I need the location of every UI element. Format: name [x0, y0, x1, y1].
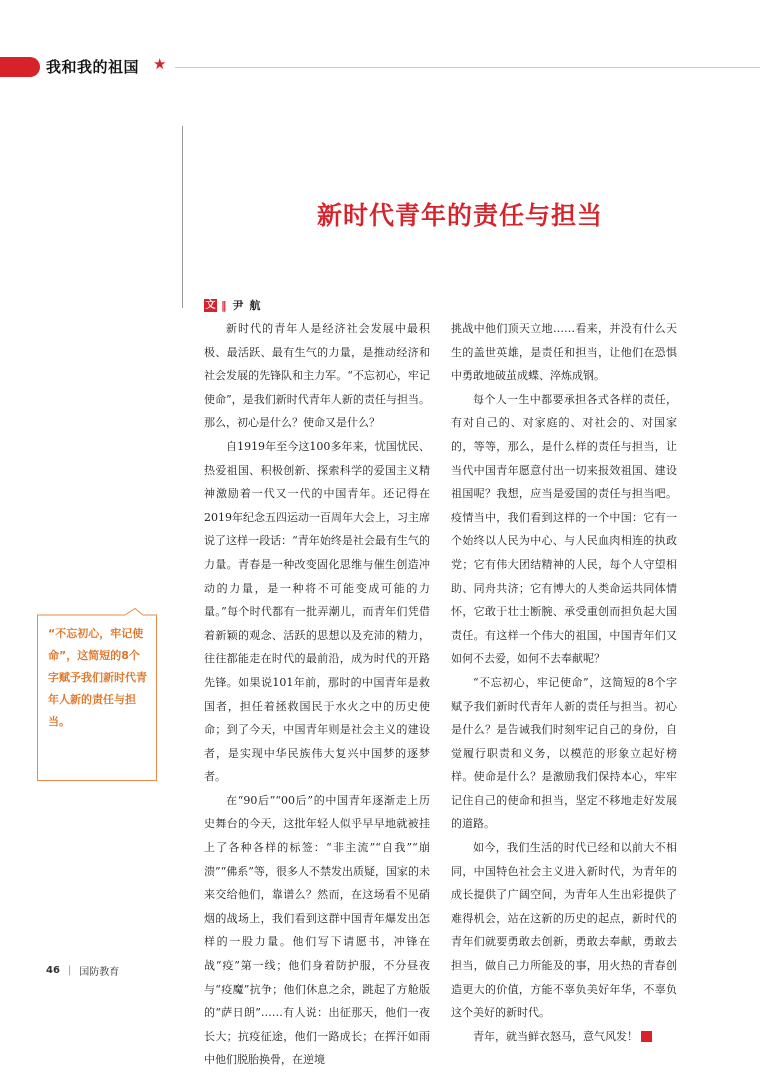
footer-separator: | — [67, 965, 72, 976]
paragraph: 自1919年至今这100多年来，忧国忧民、热爱祖国、积极创新、探索科学的爱国主义精神激励着一代又一代的中国青年。还记得在2019年纪念五四运动一百周年大会上，习主席说了这样一段话：“青年始终是社会最有生气的力量。青春是一种改变固化思维与催生创造冲动的力量，是一种将不可能变成可能的力量。”每个时代都有一批弄潮儿，而青年们凭借着新颖的观念、活跃的思想以及充沛的精力，往往都能走在时代的最前沿，成为时代的开路先锋。如果说101年前，那时的中国青年是救国者，担任着拯救国民于水火之中的历史使命；到了今天，中国青年则是社会主义的建设者，是实现中华民族伟大复兴中国梦的逐梦者。 — [204, 439, 430, 784]
paragraph: “不忘初心，牢记使命”，这简短的8个字赋予我们新时代青年人新的责任与担当。初心是什么？是告诫我们时刻牢记自己的身份，自觉履行职责和义务，以模范的形象立起好榜样。使命是什么？是激励我们保持本心，牢牢记住自己的使命和担当，坚定不移地走好发展的道路。 — [451, 675, 677, 831]
paragraph: 在“90后”“00后”的中国青年逐渐走上历史舞台的今天，这批年轻人似乎早早地就被挂上了各种各样的标签：“非主流”“自我”“崩溃”“佛系”等，很多人不禁发出质疑，国家的未来交给他们，靠谱么？然而，在这场看不见硝烟的战场上，我们看到这群中国青年爆发出怎样的一股力量。他们写下请愿书，冲锋在战“疫”第一线；他们身着防护服，不分昼夜与“疫魔”抗争；他们休息之余，跳起了方舱版的“萨日朗”……有人说：出征那天，他们一夜长大；抗疫征途，他们一路成长；在挥汗如雨中他们脱胎换骨，在逆境 — [204, 793, 430, 1067]
section-title: 我和我的祖国 — [46, 58, 140, 76]
magazine-name: 国防教育 — [79, 967, 120, 978]
vertical-rule — [182, 126, 183, 308]
header-rule — [175, 67, 760, 68]
byline-tag: 文 — [205, 299, 216, 311]
byline-bars: ‖ — [221, 298, 227, 312]
author-name: 尹航 — [232, 299, 267, 312]
byline — [204, 297, 267, 313]
paragraph: 如今，我们生活的时代已经和以前大不相同，中国特色社会主义进入新时代，为青年的成长提供了广阔空间，为青年人生出彩提供了难得机会，站在这新的历史的起点，新时代的青年们就要勇敢去创新，勇敢去奉献，勇敢去担当，做自己力所能及的事，用火热的青春创造更大的价值，方能不辜负美好年华，不辜负这个美好的新时代。 — [451, 841, 677, 1020]
page-footer — [46, 963, 119, 978]
closing-text: 青年，就当鲜衣怒马，意气风发！ — [473, 1029, 638, 1043]
article-column-right — [451, 317, 677, 1048]
page-number: 46 — [46, 965, 60, 976]
paragraph: 新时代的青年人是经济社会发展中最积极、最活跃、最有生气的力量，是推动经济和社会发展的先锋队和主力军。“不忘初心，牢记使命”，是我们新时代青年人新的责任与担当。那么，初心是什么？使命又是什么？ — [204, 322, 430, 430]
article-title: 新时代青年的责任与担当 — [316, 201, 603, 230]
pull-quote: “不忘初心，牢记使命”，这简短的8个字赋予我们新时代青年人新的责任与担当。 — [48, 627, 147, 728]
paragraph: 挑战中他们顶天立地……看来，并没有什么天生的盖世英雄，是责任和担当，让他们在恐惧中勇敢地破茧成蝶、淬炼成钢。 — [451, 322, 677, 383]
star-icon: ★ — [153, 55, 167, 73]
paragraph: 每个人一生中都要承担各式各样的责任，有对自己的、对家庭的、对社会的、对国家的，等等，那么，是什么样的责任与担当，让当代中国青年愿意付出一切来报效祖国、建设祖国呢？我想，应当是爱国的责任与担当吧。疫情当中，我们看到这样的一个中国：它有一个始终以人民为中心、与人民血肉相连的执政党；它有伟大团结精神的人民，每个人守望相助、同舟共济；它有博大的人类命运共同体情怀，它敢于壮士断腕、承受重创而担负起大国责任。有这样一个伟大的祖国，中国青年们又如何不去爱，如何不去奉献呢？ — [451, 392, 677, 666]
article-column-left — [204, 317, 430, 1072]
closing-paragraph — [451, 1025, 677, 1049]
end-mark-icon: G — [641, 1031, 652, 1042]
section-header-bar — [0, 57, 40, 77]
